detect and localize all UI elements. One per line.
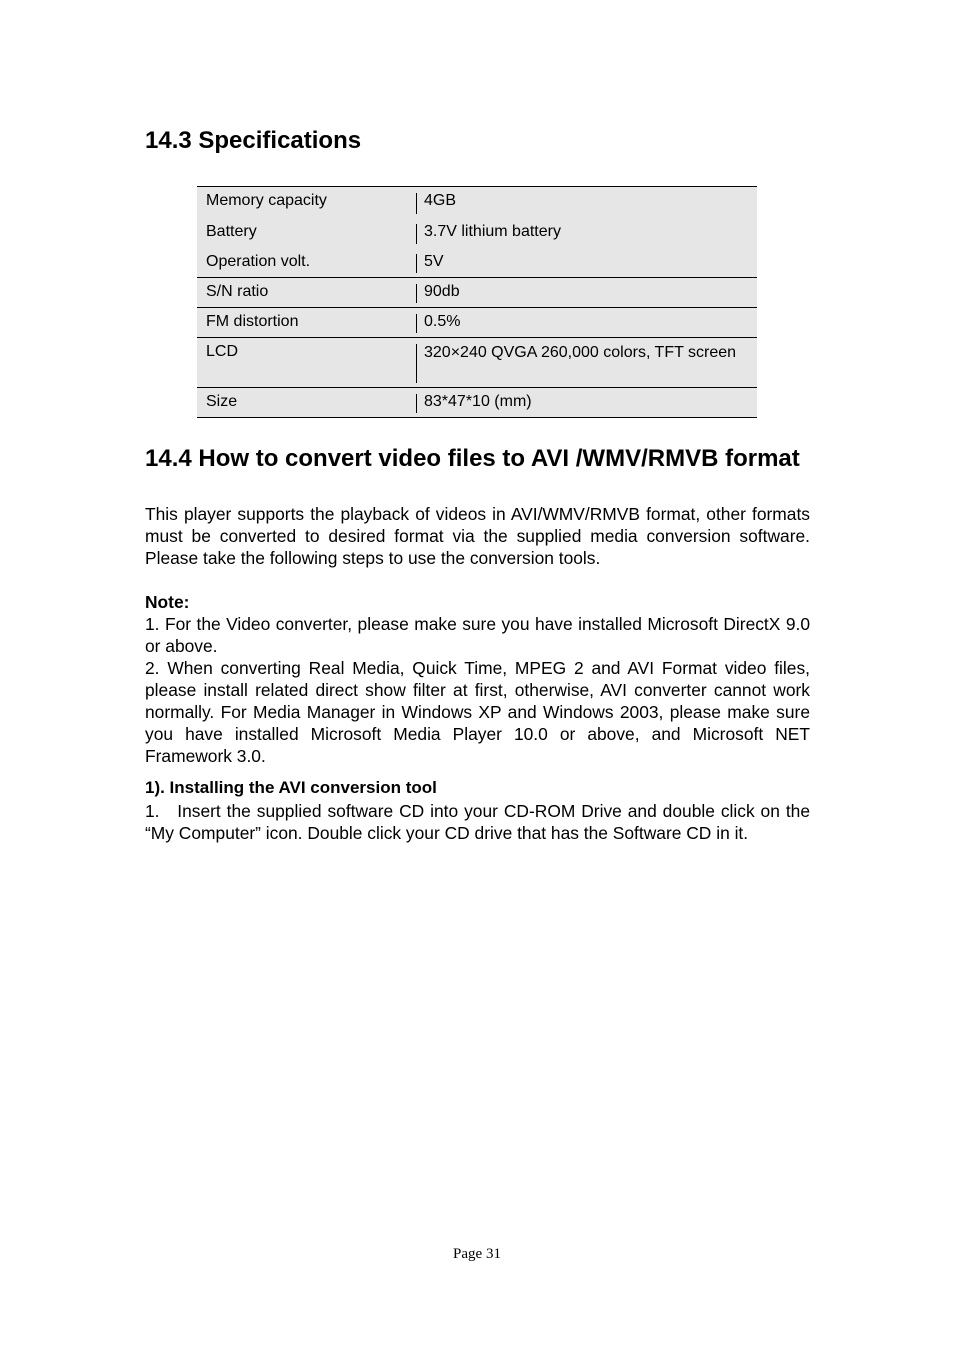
install-section-title: 1). Installing the AVI conversion tool: [145, 778, 437, 797]
spec-key: Operation volt.: [206, 252, 311, 270]
spec-value: 3.7V lithium battery: [416, 218, 757, 248]
table-row: [197, 338, 757, 388]
convert-heading: 14.4 How to convert video files to AVI /WMV/RMVB format: [145, 445, 800, 472]
spec-key: Memory capacity: [206, 192, 327, 209]
note-item-1: 1. For the Video converter, please make sure you have installed Microsoft DirectX 9.0 or above.: [145, 614, 810, 656]
spec-key: Battery: [206, 222, 257, 240]
specifications-table: [197, 186, 757, 418]
spec-key: S/N ratio: [197, 278, 416, 308]
table-row: [197, 218, 757, 248]
spec-value: 5V: [416, 248, 757, 278]
spec-value: 0.5%: [416, 308, 757, 338]
table-row: [197, 187, 757, 218]
spec-value: 83*47*10 (mm): [416, 388, 757, 418]
spec-key: LCD: [197, 338, 416, 388]
spec-value: 4GB: [416, 187, 757, 218]
spec-key: FM distortion: [197, 308, 416, 338]
table-row: [197, 388, 757, 418]
install-step-1: 1. Insert the supplied software CD into your CD-ROM Drive and double click on the “My Computer” icon. Double click your CD drive that has the Software CD in it.: [145, 801, 815, 843]
spec-value: 90db: [416, 278, 757, 308]
table-row: [197, 248, 757, 278]
intro-paragraph: This player supports the playback of videos in AVI/WMV/RMVB format, other formats must be converted to desired format via the supplied media conversion software. Please take the following steps to use the conversion tools.: [145, 504, 810, 568]
note-item-2: 2. When converting Real Media, Quick Time, MPEG 2 and AVI Format video files, please install related direct show filter at first, otherwise, AVI converter cannot work normally. For Media Manager in Windows XP and Windows 2003, please make sure you have installed Microsoft Media Player 10.0 or above, and Microsoft NET Framework 3.0.: [145, 658, 810, 766]
table-row: [197, 278, 757, 308]
spec-key: Size: [197, 388, 416, 418]
specifications-heading: 14.3 Specifications: [145, 127, 362, 154]
page-number: Page 31: [453, 1246, 501, 1262]
spec-value: 320×240 QVGA 260,000 colors, TFT screen: [416, 338, 757, 388]
note-label: Note:: [145, 592, 190, 612]
table-row: [197, 308, 757, 338]
